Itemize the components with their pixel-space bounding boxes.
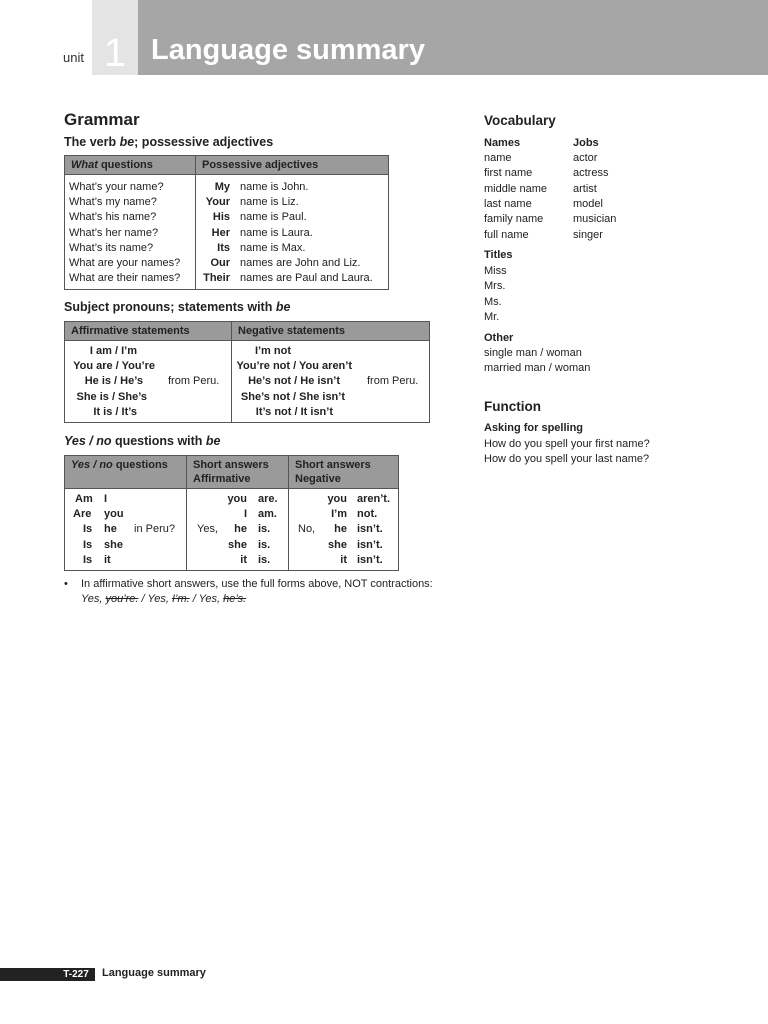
question-subject: I bbox=[104, 493, 108, 505]
titles-title: Titles bbox=[484, 249, 513, 261]
affirmative-pronoun: you bbox=[227, 493, 247, 505]
question-text: What’s his name? bbox=[69, 211, 157, 224]
vocabulary-heading: Vocabulary bbox=[484, 113, 556, 128]
negative-pronoun: he bbox=[334, 523, 347, 536]
jobs-title: Jobs bbox=[573, 137, 599, 149]
vocab-job: actress bbox=[573, 167, 609, 180]
vocab-name: last name bbox=[484, 197, 532, 210]
negative-statement: She’s not / She isn’t bbox=[240, 390, 345, 403]
grammar-heading: Grammar bbox=[64, 110, 140, 129]
header-yes-no-questions: Yes / no questions bbox=[65, 456, 187, 489]
negative-verb: aren’t. bbox=[357, 493, 391, 505]
question-place: in Peru? bbox=[134, 523, 175, 536]
other-title: Other bbox=[484, 332, 514, 344]
negative-pronoun: she bbox=[328, 538, 347, 551]
spelling-question: How do you spell your first name? bbox=[484, 438, 650, 450]
affirmative-statement: He is / He’s bbox=[84, 375, 143, 388]
negative-statement: I’m not bbox=[254, 345, 291, 357]
note-line: In affirmative short answers, use the full forms above, NOT contractions: bbox=[81, 578, 433, 590]
possessive-phrase: names are John and Liz. bbox=[240, 257, 361, 269]
vocab-title: Mr. bbox=[484, 310, 500, 323]
question-text: What are their names? bbox=[69, 272, 181, 285]
section1-title: The verb be; possessive adjectives bbox=[64, 135, 274, 149]
possessive-adjective: Their bbox=[203, 272, 230, 285]
spelling-title: Asking for spelling bbox=[484, 422, 584, 434]
question-subject: he bbox=[104, 523, 117, 536]
vocab-job: actor bbox=[573, 152, 598, 164]
negative-verb: isn’t. bbox=[357, 538, 383, 551]
spelling-question: How do you spell your last name? bbox=[484, 453, 650, 466]
vocab-job: singer bbox=[573, 228, 603, 241]
question-text: What are your names? bbox=[69, 257, 181, 269]
affirmative-statement: You are / You’re bbox=[73, 360, 155, 373]
possessive-adjective: Her bbox=[211, 226, 230, 239]
place-affirmative: from Peru. bbox=[168, 375, 220, 388]
header-negative: Negative statements bbox=[232, 322, 429, 341]
question-subject: you bbox=[104, 508, 124, 521]
header-short-negative: Short answers Negative bbox=[289, 456, 398, 489]
vocab-job: artist bbox=[573, 182, 597, 195]
vocab-name: first name bbox=[484, 167, 533, 180]
question-verb: Are bbox=[73, 508, 92, 521]
place-negative: from Peru. bbox=[367, 375, 419, 388]
question-verb: Is bbox=[83, 553, 93, 566]
possessive-phrase: name is Laura. bbox=[240, 226, 313, 239]
question-verb: Is bbox=[83, 523, 93, 536]
question-verb: Am bbox=[75, 493, 93, 505]
affirmative-verb: is. bbox=[258, 553, 271, 566]
page-title: Language summary bbox=[151, 34, 425, 66]
question-text: What’s my name? bbox=[69, 196, 157, 209]
header-what-questions: What questions bbox=[65, 156, 196, 175]
affirmative-statement: I am / I’m bbox=[89, 345, 137, 357]
affirmative-statement: It is / It’s bbox=[93, 405, 137, 418]
vocab-name: name bbox=[484, 152, 512, 164]
affirmative-verb: are. bbox=[258, 493, 278, 505]
footer-label: Language summary bbox=[102, 967, 206, 979]
possessive-phrase: name is Max. bbox=[240, 241, 306, 254]
page-number: T-227 bbox=[63, 969, 89, 980]
question-text: What’s your name? bbox=[69, 181, 164, 193]
possessive-adjective: My bbox=[214, 181, 230, 193]
possessive-phrase: name is Paul. bbox=[240, 211, 307, 224]
names-title: Names bbox=[484, 137, 521, 149]
header-affirmative: Affirmative statements bbox=[65, 322, 232, 341]
negative-statement: You’re not / You aren’t bbox=[236, 360, 352, 373]
possessive-adjective: His bbox=[212, 211, 230, 224]
no-word: No, bbox=[298, 523, 316, 536]
negative-verb: isn’t. bbox=[357, 553, 383, 566]
possessive-adjective: Your bbox=[205, 196, 230, 209]
affirmative-pronoun: he bbox=[234, 523, 247, 536]
possessive-table bbox=[64, 155, 389, 290]
unit-number: 1 bbox=[103, 31, 127, 75]
negative-pronoun: I’m bbox=[331, 508, 347, 521]
possessive-adjective: Our bbox=[210, 257, 230, 269]
vocab-title: Mrs. bbox=[484, 280, 506, 293]
vocab-other: single man / woman bbox=[484, 347, 582, 359]
question-text: What’s her name? bbox=[69, 226, 159, 239]
negative-statement: It’s not / It isn’t bbox=[255, 405, 333, 418]
vocab-name: full name bbox=[484, 228, 529, 241]
section2-title: Subject pronouns; statements with be bbox=[64, 300, 291, 314]
possessive-phrase: names are Paul and Laura. bbox=[240, 272, 373, 285]
affirmative-statement: She is / She’s bbox=[76, 390, 147, 403]
vocab-job: musician bbox=[573, 213, 617, 226]
possessive-adjective: Its bbox=[217, 241, 230, 254]
statements-table bbox=[64, 321, 430, 423]
vocab-job: model bbox=[573, 197, 603, 210]
possessive-phrase: name is Liz. bbox=[240, 196, 299, 209]
negative-pronoun: you bbox=[327, 493, 347, 505]
vocab-name: family name bbox=[484, 213, 544, 226]
yes-word: Yes, bbox=[197, 523, 219, 536]
header-possessive-adjectives: Possessive adjectives bbox=[196, 156, 388, 175]
vocab-name: middle name bbox=[484, 182, 547, 195]
note-examples: Yes, you’re. / Yes, I’m. / Yes, he’s. bbox=[81, 593, 247, 605]
affirmative-verb: am. bbox=[258, 508, 277, 521]
affirmative-pronoun: I bbox=[243, 508, 247, 521]
header-short-affirmative: Short answers Affirmative bbox=[187, 456, 289, 489]
question-subject: she bbox=[104, 538, 123, 551]
affirmative-verb: is. bbox=[258, 538, 271, 551]
negative-pronoun: it bbox=[340, 553, 347, 566]
vocab-title: Ms. bbox=[484, 295, 502, 308]
affirmative-verb: is. bbox=[258, 523, 271, 536]
question-subject: it bbox=[104, 553, 111, 566]
vocab-other: married man / woman bbox=[484, 362, 591, 375]
negative-verb: isn’t. bbox=[357, 523, 383, 536]
negative-statement: He’s not / He isn’t bbox=[248, 375, 340, 388]
question-text: What’s its name? bbox=[69, 241, 154, 254]
unit-label: unit bbox=[63, 50, 84, 65]
affirmative-pronoun: it bbox=[240, 553, 247, 566]
yes-no-table bbox=[64, 455, 399, 571]
negative-verb: not. bbox=[357, 508, 378, 521]
section3-title: Yes / no questions with be bbox=[64, 434, 221, 448]
possessive-phrase: name is John. bbox=[240, 181, 309, 193]
vocab-title: Miss bbox=[484, 265, 507, 277]
question-verb: Is bbox=[83, 538, 93, 551]
function-heading: Function bbox=[484, 399, 541, 414]
affirmative-pronoun: she bbox=[228, 538, 247, 551]
